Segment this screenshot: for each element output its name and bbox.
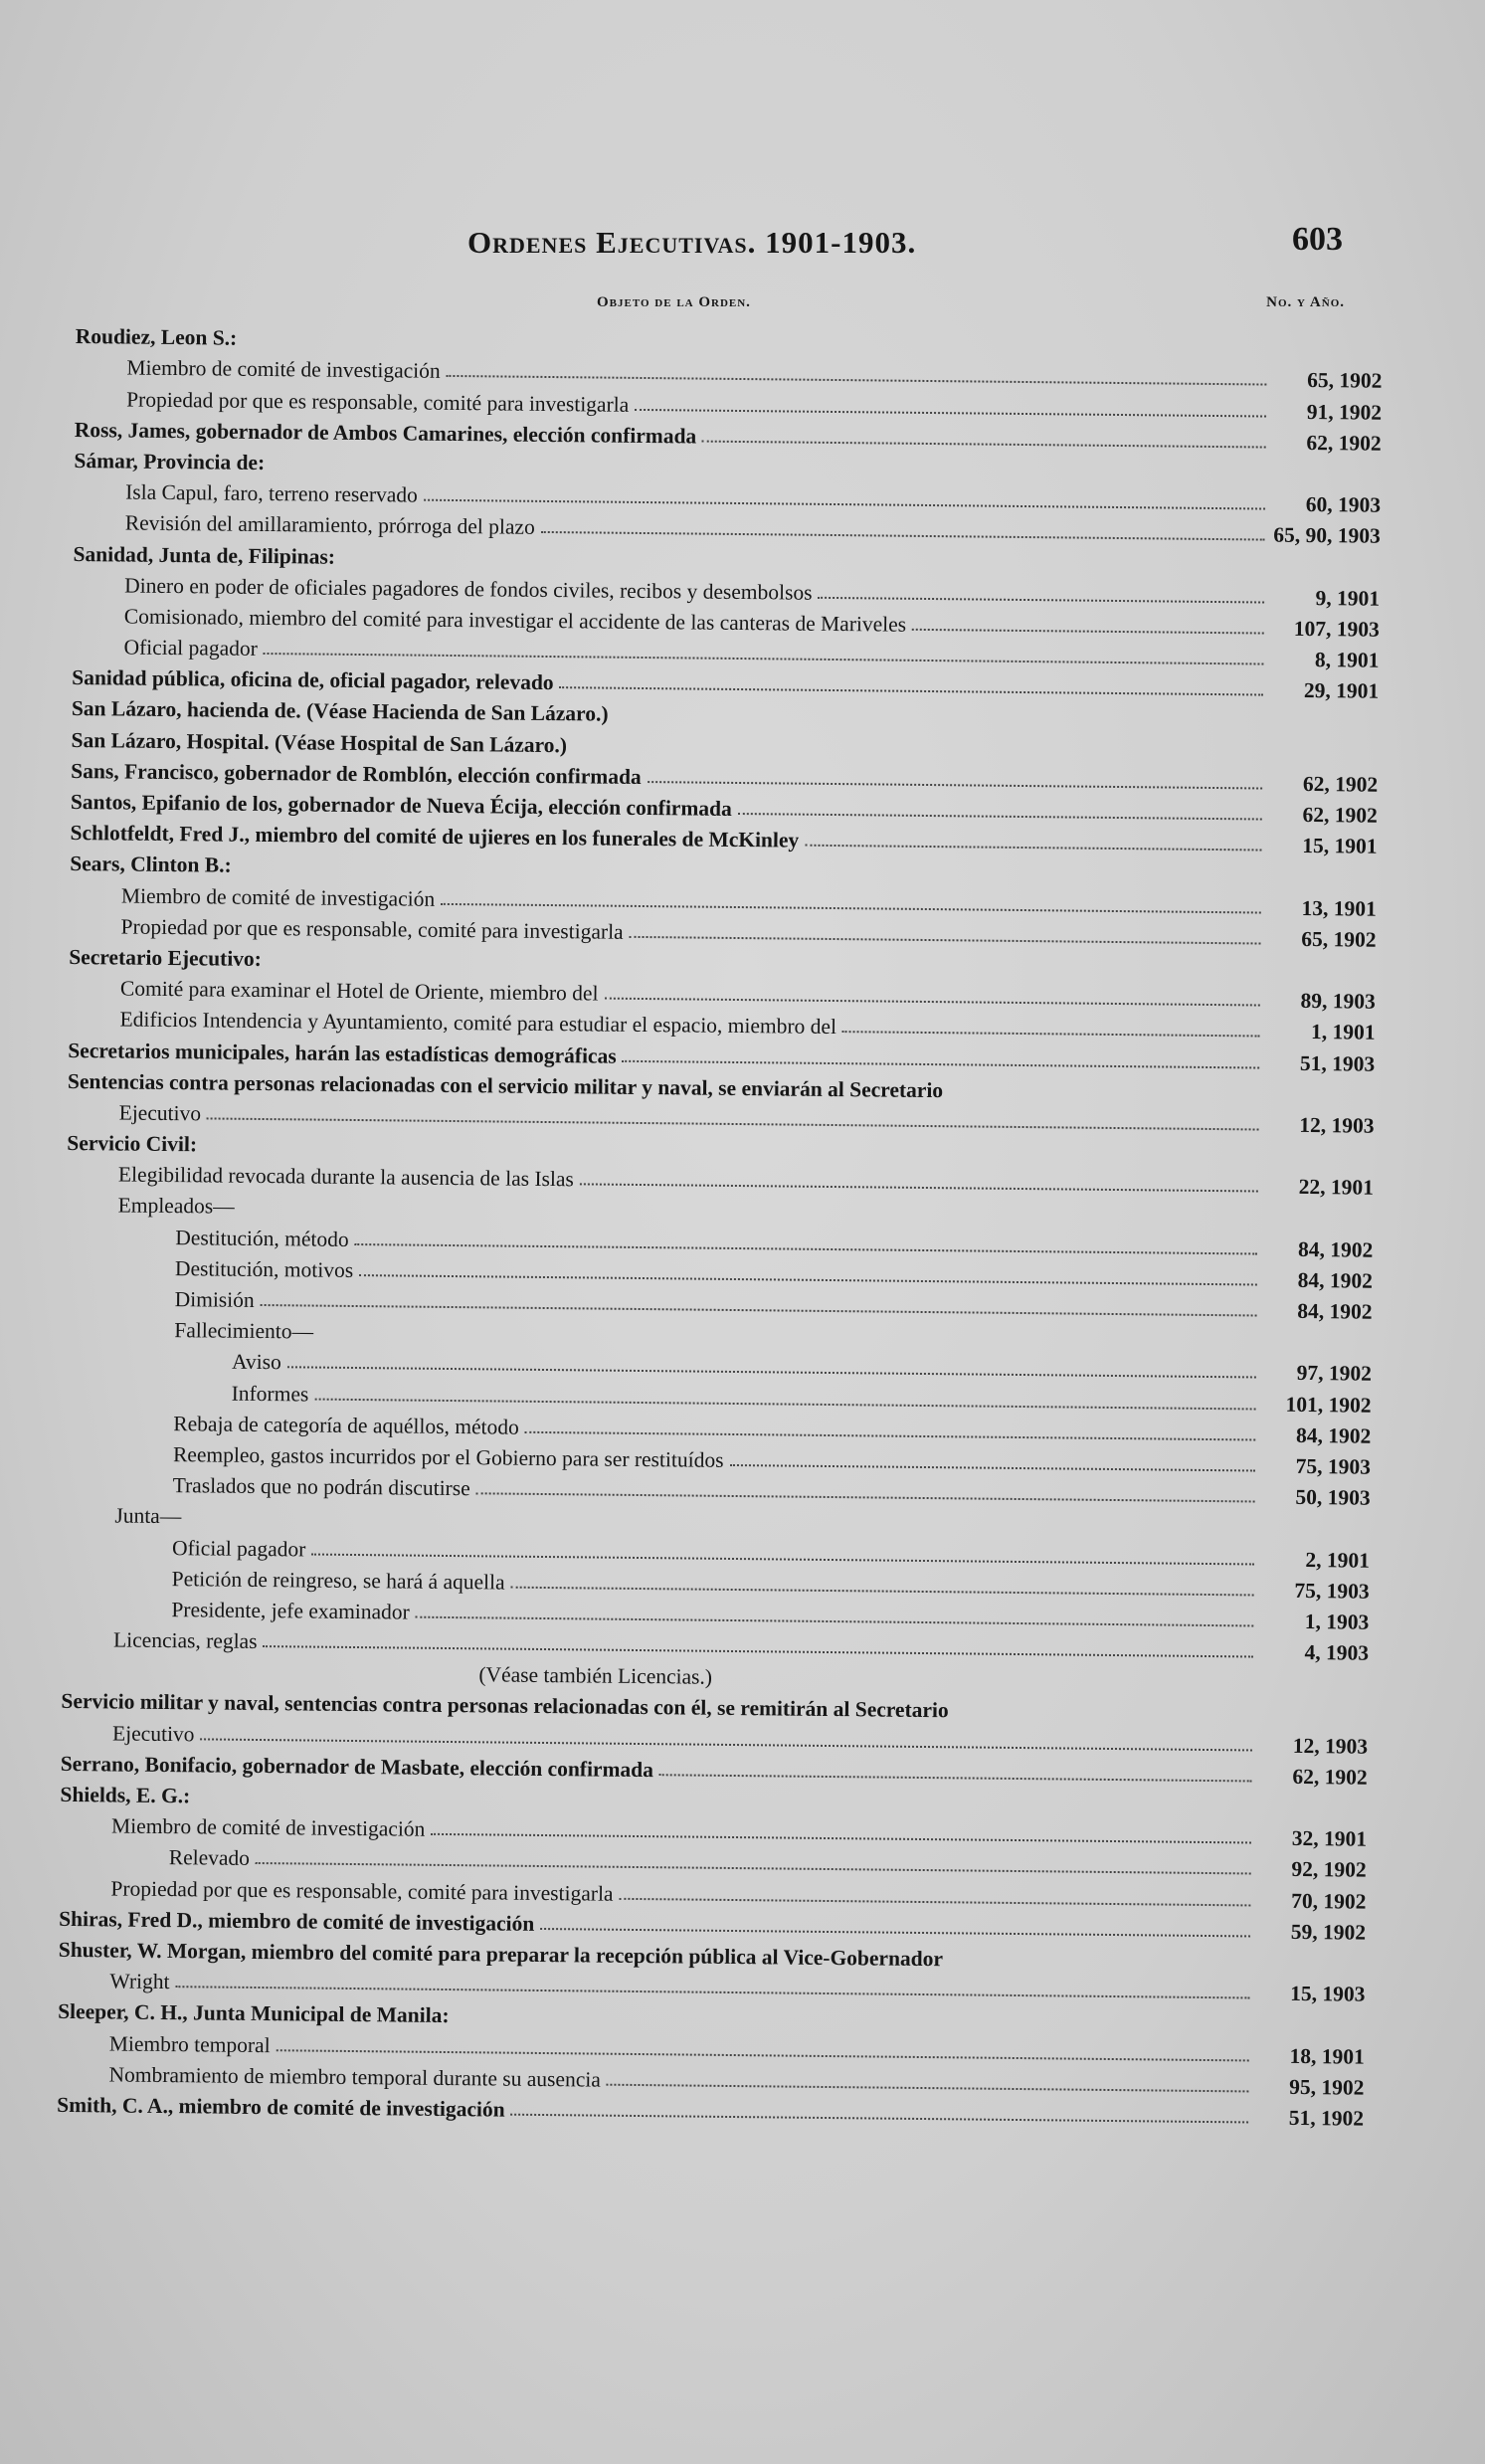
entry-text: Aviso [231, 1350, 281, 1375]
entry-text: Miembro temporal [108, 2030, 271, 2057]
entry-text: Fallecimiento— [174, 1318, 314, 1344]
dot-leader [511, 2114, 1248, 2124]
entry-text: Secretarios municipales, harán las estadísticas demográficas [68, 1038, 617, 1068]
entry-reference: 9, 1901 [1315, 585, 1381, 611]
dot-leader [648, 781, 1262, 789]
index-entries [57, 318, 1383, 2132]
entry-reference: 51, 1902 [1288, 2105, 1365, 2131]
dot-leader [416, 1616, 1254, 1627]
entry-text: San Lázaro, Hospital. (Véase Hospital de San Lázaro.) [71, 727, 568, 757]
entry-reference: 62, 1902 [1306, 430, 1382, 456]
entry-text: Comisionado, miembro del comité para investigar el accidente de las canteras de Mariveles [123, 604, 907, 637]
entry-text: Empleados— [117, 1193, 235, 1220]
entry-text: Destitución, método [175, 1225, 349, 1251]
entry-reference: 84, 1902 [1297, 1267, 1374, 1293]
dot-leader [540, 1928, 1250, 1937]
dot-leader [818, 597, 1264, 604]
entry-text: Petición de reingreso, se hará á aquella [171, 1566, 505, 1595]
entry-text: Miembro de comité de investigación [126, 355, 441, 384]
dot-leader [635, 408, 1266, 417]
entry-text: Presidente, jefe examinador [171, 1597, 410, 1624]
entry-text: Roudiez, Leon S.: [75, 324, 238, 350]
subject-column-header: Objeto de la Orden. [597, 294, 751, 310]
entry-reference: 84, 1902 [1297, 1236, 1374, 1262]
page-header [467, 221, 1343, 265]
entry-text: Nombramiento de miembro temporal durante su ausencia [108, 2062, 601, 2092]
entry-reference: 22, 1901 [1298, 1175, 1375, 1200]
dot-leader [659, 1774, 1252, 1782]
entry-reference: 75, 1903 [1295, 1453, 1372, 1479]
dot-leader [623, 1059, 1260, 1068]
entry-reference: 1, 1903 [1304, 1609, 1370, 1634]
entry-reference: 13, 1901 [1301, 895, 1377, 921]
entry-text: Oficial pagador [123, 635, 258, 661]
entry-text: Sleeper, C. H., Junta Municipal de Manila: [58, 1999, 450, 2028]
entry-text: Shuster, W. Morgan, miembro del comité para preparar la recepción pública al Vice-Gobernador [58, 1937, 944, 1972]
entry-text: Propiedad por que es responsable, comité para investigarla [110, 1876, 614, 1906]
entry-text: Ross, James, gobernador de Ambos Camarines, elección confirmada [74, 417, 697, 449]
entry-text: Smith, C. A., miembro de comité de investigación [57, 2092, 505, 2122]
entry-reference: 4, 1903 [1304, 1640, 1370, 1665]
entry-reference: 101, 1902 [1285, 1392, 1372, 1418]
entry-reference: 75, 1903 [1294, 1578, 1370, 1604]
entry-text: Ejecutivo [111, 1721, 195, 1746]
entry-text: Miembro de comité de investigación [120, 883, 436, 911]
entry-text: Wright [109, 1969, 170, 1994]
entry-reference: 8, 1901 [1314, 648, 1380, 672]
dot-leader [431, 1833, 1251, 1844]
entry-text: Edificios Intendencia y Ayuntamiento, comité para estudiar el espacio, miembro del [119, 1007, 837, 1040]
entry-text: Comité para examinar el Hotel de Oriente, miembro del [119, 976, 599, 1006]
entry-reference: 12, 1903 [1299, 1112, 1375, 1138]
dot-leader [476, 1492, 1255, 1502]
entry-text: Propiedad por que es responsable, comité para investigarla [126, 387, 630, 417]
entry-reference: 18, 1901 [1289, 2043, 1365, 2069]
entry-text: Elegibilidad revocada durante la ausencia de las Islas [117, 1162, 574, 1192]
dot-leader [447, 375, 1267, 386]
dot-leader [424, 499, 1265, 510]
entry-reference: 62, 1902 [1302, 771, 1379, 797]
dot-leader [525, 1431, 1256, 1441]
dot-leader [604, 998, 1259, 1007]
entry-reference: 60, 1903 [1305, 492, 1382, 517]
running-title: Ordenes Ejecutivas. 1901-1903. [467, 225, 917, 260]
entry-reference: 84, 1902 [1295, 1422, 1372, 1448]
dot-leader [619, 1897, 1250, 1906]
entry-text: Servicio Civil: [67, 1131, 198, 1157]
entry-text: Servicio militar y naval, sentencias contra personas relacionadas con él, se remitirán al Secretario [61, 1689, 949, 1723]
entry-reference: 107, 1903 [1293, 616, 1380, 642]
entry-reference: 97, 1902 [1296, 1361, 1373, 1387]
entry-reference: 50, 1903 [1295, 1485, 1371, 1510]
entry-text: Shiras, Fred D., miembro de comité de investigación [59, 1906, 535, 1936]
entry-text: Miembro de comité de investigación [111, 1813, 426, 1841]
dot-leader [560, 686, 1264, 695]
entry-text: Shields, E. G.: [60, 1782, 191, 1808]
dot-leader [702, 440, 1266, 448]
entry-text: Sans, Francisco, gobernador de Romblón, elección confirmada [71, 758, 642, 789]
dot-leader [511, 1586, 1254, 1596]
entry-text: Destitución, motivos [174, 1255, 354, 1282]
dot-leader [805, 845, 1261, 852]
entry-reference: 92, 1902 [1291, 1857, 1367, 1883]
entry-text: Propiedad por que es responsable, comité para investigarla [120, 914, 624, 944]
entry-reference: 12, 1903 [1292, 1733, 1369, 1759]
page-number: 603 [1292, 221, 1343, 258]
entry-text: Oficial pagador [171, 1535, 306, 1561]
dot-leader [441, 902, 1261, 913]
entry-text: Revisión del amillaramiento, prórroga del plazo [124, 510, 535, 540]
number-year-column-header: No. y Año. [1266, 294, 1345, 310]
entry-text: Sámar, Provincia de: [74, 448, 266, 474]
entry-reference: 89, 1903 [1300, 989, 1377, 1014]
entry-reference: 62, 1902 [1292, 1764, 1368, 1790]
entry-reference: 29, 1901 [1303, 678, 1380, 703]
entry-reference: 95, 1902 [1289, 2074, 1365, 2100]
entry-reference: 65, 90, 1903 [1273, 522, 1381, 549]
dot-leader [607, 2083, 1249, 2092]
entry-text: Sears, Clinton B.: [70, 852, 232, 878]
dot-leader [738, 813, 1262, 821]
entry-text: Sentencias contra personas relacionadas con el servicio militar y naval, se enviarán al Secretario [67, 1068, 944, 1102]
entry-reference: 1, 1901 [1310, 1020, 1376, 1045]
entry-text: Junta— [114, 1503, 182, 1529]
entry-text: Informes [231, 1381, 309, 1407]
entry-text: (Véase también Licencias.) [478, 1662, 713, 1690]
entry-text: San Lázaro, hacienda de. (Véase Hacienda de San Lázaro.) [71, 696, 609, 727]
entry-text: Sanidad, Junta de, Filipinas: [73, 541, 336, 569]
entry-text: Rebaja de categoría de aquéllos, método [173, 1411, 519, 1439]
entry-text: Licencias, reglas [112, 1627, 258, 1654]
entry-text: Dimisión [174, 1287, 255, 1312]
dot-leader [729, 1464, 1254, 1472]
entry-reference: 59, 1902 [1290, 1919, 1367, 1945]
entry-reference: 15, 1901 [1302, 834, 1378, 858]
entry-reference: 62, 1902 [1302, 802, 1378, 828]
entry-reference: 15, 1903 [1290, 1982, 1366, 2006]
entry-reference: 65, 1902 [1307, 368, 1383, 394]
entry-reference: 70, 1902 [1291, 1888, 1367, 1914]
dot-leader [630, 936, 1261, 945]
entry-reference: 91, 1902 [1306, 399, 1383, 425]
entry-text: Isla Capul, faro, terreno reservado [125, 479, 419, 507]
entry-reference: 2, 1901 [1305, 1547, 1371, 1573]
entry-text: Serrano, Bonifacio, gobernador de Masbate, elección confirmada [60, 1751, 654, 1782]
entry-text: Sanidad pública, oficina de, oficial pagador, relevado [72, 665, 554, 695]
entry-text: Dinero en poder de oficiales pagadores de fondos civiles, recibos y desembolsos [124, 573, 813, 605]
entry-text: Relevado [168, 1845, 251, 1871]
entry-text: Reempleo, gastos incurridos por el Gobierno para ser restituídos [172, 1442, 724, 1472]
entry-text: Traslados que no podrán discutirse [172, 1473, 470, 1501]
entry-reference: 51, 1903 [1299, 1050, 1376, 1076]
entry-text: Secretario Ejecutivo: [69, 944, 263, 971]
dot-leader [580, 1184, 1258, 1193]
entry-reference: 84, 1902 [1297, 1298, 1373, 1324]
entry-reference: 32, 1901 [1291, 1826, 1368, 1851]
dot-leader [842, 1031, 1260, 1037]
entry-reference: 65, 1902 [1301, 926, 1377, 952]
dot-leader [541, 531, 1265, 541]
dot-leader [912, 629, 1264, 635]
column-headers [597, 294, 1345, 316]
entry-text: Schlotfeldt, Fred J., miembro del comité de ujieres en los funerales de McKinley [70, 821, 800, 853]
entry-text: Santos, Epifanio de los, gobernador de Nueva Écija, elección confirmada [70, 789, 732, 821]
entry-text: Ejecutivo [118, 1100, 202, 1126]
